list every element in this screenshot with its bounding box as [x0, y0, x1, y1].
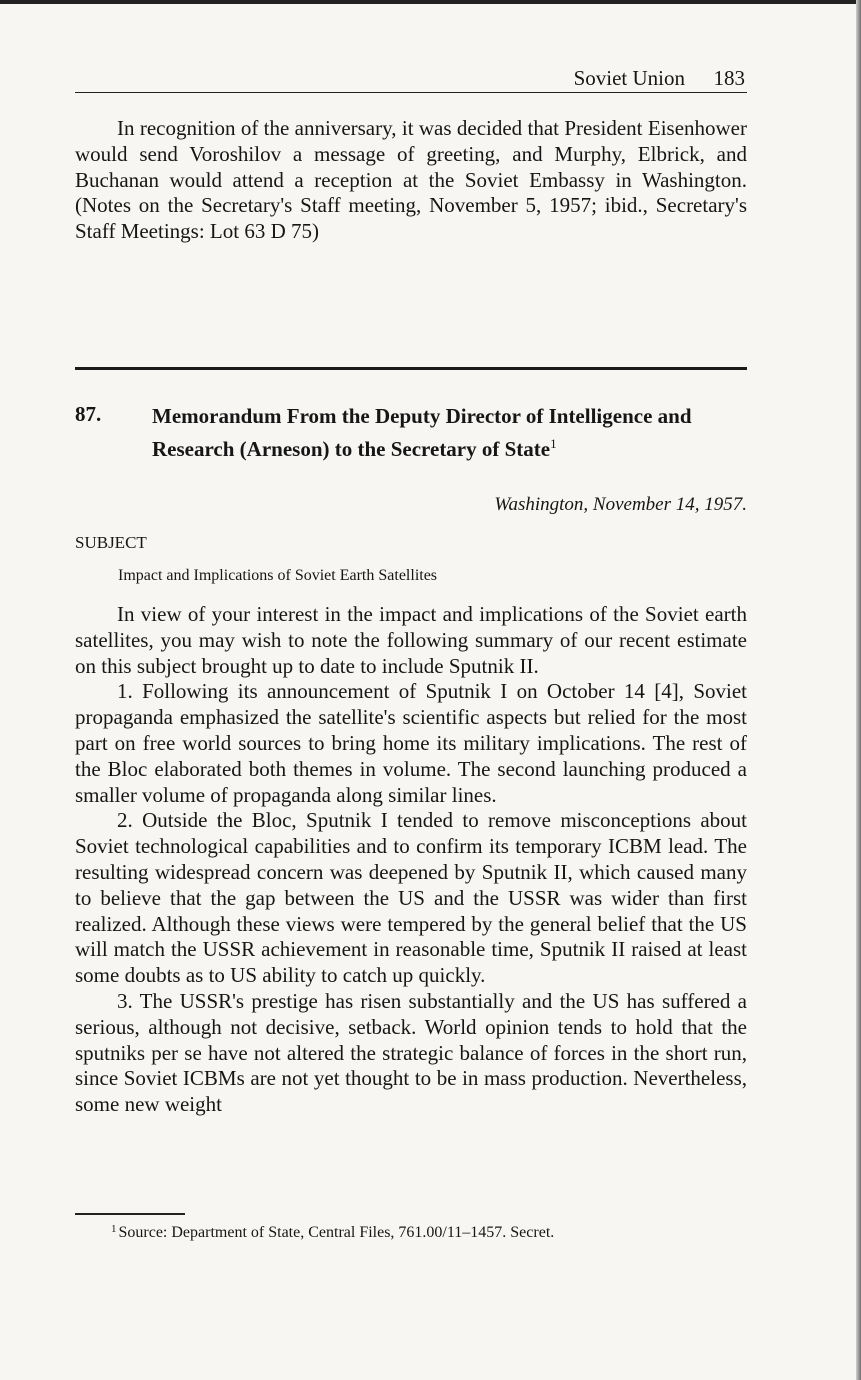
- body-paragraph: In view of your interest in the impact and implications of the Soviet earth satellites, you may wish to note the following summary of our recent estimate on this subject brought up to date to include Sputnik II.: [75, 602, 747, 678]
- page-right-edge: [856, 0, 861, 1380]
- subject-text: Impact and Implications of Soviet Earth Satellites: [118, 567, 438, 584]
- body-paragraph: 3. The USSR's prestige has risen substantially and the US has suffered a serious, although not decisive, setback. World opinion tends to hold that the sputniks per se have not altered the strategic balance of forces in the short run, since Soviet ICBMs are not yet thought to be in mass production. Nevertheless, some new weight: [75, 988, 747, 1117]
- page-top-edge: [0, 0, 861, 4]
- footnote: [111, 1223, 554, 1242]
- memo-body: [75, 602, 747, 1118]
- footnote-rule: [75, 1213, 185, 1215]
- dateline: Washington, November 14, 1957.: [494, 494, 747, 515]
- running-head-title: Soviet Union: [573, 66, 685, 90]
- intro-section: [75, 116, 747, 245]
- document-number: 87.: [75, 402, 102, 426]
- footnote-reference: 1: [550, 436, 557, 451]
- body-paragraph: 1. Following its announcement of Sputnik I on October 14 [4], Soviet propaganda emphasized the satellite's scientific aspects but relied for the most part on free world sources to bring home its military implications. The rest of the Bloc elaborated both themes in volume. The second launching produced a smaller volume of propaganda along similar lines.: [75, 679, 747, 807]
- body-paragraph: 2. Outside the Bloc, Sputnik I tended to remove misconceptions about Soviet technological capabilities and to confirm its temporary ICBM lead. The resulting widespread concern was deepened by Sputnik II, which caused many to believe that the gap between the US and the USSR was wider than first realized. Although these views were tempered by the general belief that the US will match the USSR achievement in reasonable time, Sputnik II raised at least some doubts as to US ability to catch up quickly.: [75, 808, 747, 988]
- subject-label: SUBJECT: [75, 533, 147, 552]
- footnote-text: Source: Department of State, Central Files, 761.00/11–1457. Secret.: [118, 1224, 555, 1241]
- running-head: [75, 64, 747, 93]
- page-number: 183: [713, 66, 745, 90]
- document-title-text: Memorandum From the Deputy Director of Intelligence and Research (Arneson) to the Secretary of State: [152, 404, 692, 461]
- section-divider: [75, 367, 747, 370]
- footnote-marker: 1: [111, 1223, 117, 1235]
- document-title: [152, 402, 742, 463]
- intro-paragraph: In recognition of the anniversary, it was decided that President Eisenhower would send Voroshilov a message of greeting, and Murphy, Elbrick, and Buchanan would attend a reception at the Soviet Embassy in Washington. (Notes on the Secretary's Staff meeting, November 5, 1957; ibid., Secretary's Staff Meetings: Lot 63 D 75): [75, 116, 747, 244]
